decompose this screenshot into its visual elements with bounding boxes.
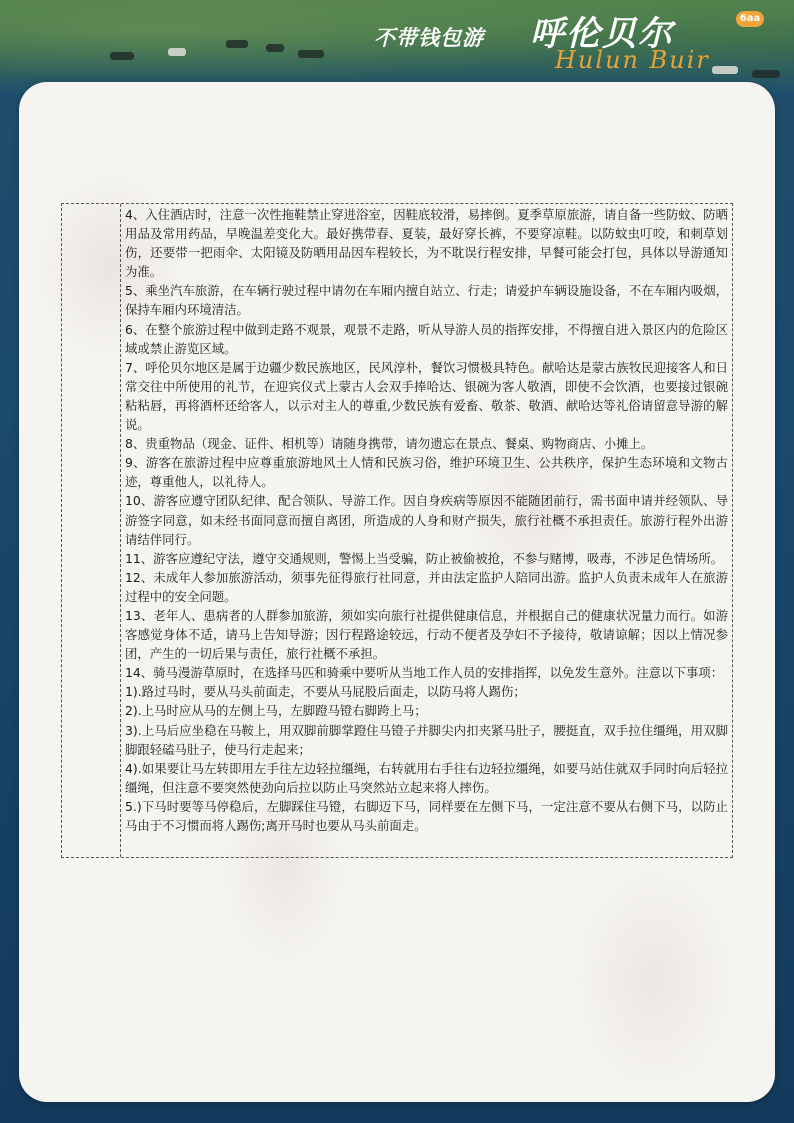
cow-silhouette [226,40,248,48]
horse-tip-2: 2).上马时应从马的左侧上马，左脚蹬马镫右脚跨上马； [125,703,427,719]
note-item-9: 9、游客在旅游过程中应尊重旅游地风土人情和民族习俗，维护环境卫生、公共秩序，保护生态环境和文物古迹，尊重他人，以礼待人。 [125,455,728,490]
note-item-14: 14、骑马漫游草原时，在选择马匹和骑乘中要听从当地工作人员的安排指挥，以免发生意外。注意以下事项： [125,665,724,681]
cow-silhouette [168,48,186,56]
note-item-7: 7、呼伦贝尔地区是属于边疆少数民族地区，民风淳朴，餐饮习惯极具特色。献哈达是蒙古族牧民迎接客人和日常交往中所使用的礼节，在迎宾仪式上蒙古人会双手捧哈达、银碗为客人敬酒，即使不会饮酒，也要接过银碗粘粘唇，再将酒杯还给客人，以示对主人的尊重,少数民族有爱畜、敬茶、敬酒、献哈达等礼俗请留意导游的解说。 [125,359,728,433]
hulunbuir-logo-text: 呼伦贝尔 [530,14,674,54]
horse-tip-5: 5.)下马时要等马停稳后，左脚踩住马镫，右脚迈下马，同样要在左侧下马，一定注意不要从右侧下马，以防止马由于不习惯而将人踢伤;离开马时也要从马头前面走。 [125,798,728,833]
cow-silhouette [298,50,324,58]
hulunbuir-logo-script: Hulun Buir [555,46,710,74]
note-item-12: 12、未成年人参加旅游活动，须事先征得旅行社同意，并由法定监护人陪同出游。监护人负责未成年人在旅游过程中的安全问题。 [125,569,728,604]
note-item-4: 4、入住酒店时，注意一次性拖鞋禁止穿进浴室，因鞋底较滑，易摔倒。夏季草原旅游，请自备一些防蚊、防晒用品及常用药品，早晚温差变化大。最好携带春、夏装，最好穿长裤，不要穿凉鞋。以防蚊虫叮咬，和刺草划伤，还要带一把雨伞、太阳镜及防晒用品因车程较长，为不耽误行程安排，早餐可能会打包，具体以导游通知为准。 [125,207,728,280]
note-item-8: 8、贵重物品（现金、证件、相机等）请随身携带，请勿遗忘在景点、餐桌、购物商店、小摊上。 [125,436,654,452]
header-banner [0,0,794,95]
notes-table [61,203,733,858]
banner-title: 不带钱包游 [374,26,484,50]
note-item-10: 10、游客应遵守团队纪律、配合领队、导游工作。因自身疾病等原因不能随团前行，需书面申请并经领队、导游签字同意，如未经书面同意而擅自离团，所造成的人身和财产损失，旅行社概不承担责任。旅游行程外出游请结伴同行。 [125,493,728,547]
note-item-13: 13、老年人、患病者的人群参加旅游，须如实向旅行社提供健康信息，并根据自己的健康状况量力而行。如游客感觉身体不适，请马上告知导游；因行程路途较远，行动不便者及孕妇不予接待，敬请谅解；因以上情况参团，产生的一切后果与责任，旅行社概不承担。 [125,607,728,662]
note-item-6: 6、在整个旅游过程中做到走路不观景，观景不走路，听从导游人员的指挥安排，不得擅自进入景区内的危险区域或禁止游览区域。 [125,321,728,356]
notes-text-cell [121,204,732,857]
cow-silhouette [752,70,780,78]
logo-badge: 6aa [736,11,764,27]
cow-silhouette [266,44,284,52]
horse-tip-3: 3).上马后应坐稳在马鞍上，用双脚前脚掌蹬住马镫子并脚尖内扣夹紧马肚子，腰挺直，双手拉住缰绳，用双脚脚跟轻磕马肚子，使马行走起来； [125,722,728,757]
cow-silhouette [712,66,738,74]
note-item-11: 11、游客应遵纪守法，遵守交通规则，警惕上当受骗，防止被偷被抢，不参与赌博，吸毒，不涉足色情场所。 [125,550,724,566]
note-item-5: 5、乘坐汽车旅游，在车辆行驶过程中请勿在车厢内擅自站立、行走；请爱护车辆设施设备，不在车厢内吸烟，保持车厢内环境清洁。 [125,283,728,318]
horse-tip-4: 4).如果要让马左转即用左手往左边轻拉缰绳，右转就用右手往右边轻拉缰绳，如要马站住就双手同时向后轻拉缰绳，但注意不要突然使劲向后拉以防止马突然站立起来将人摔伤。 [125,760,728,795]
horse-tip-1: 1).路过马时，要从马头前面走，不要从马屁股后面走，以防马将人踢伤； [125,684,526,700]
cow-silhouette [110,52,134,60]
notes-label-cell [62,204,121,857]
